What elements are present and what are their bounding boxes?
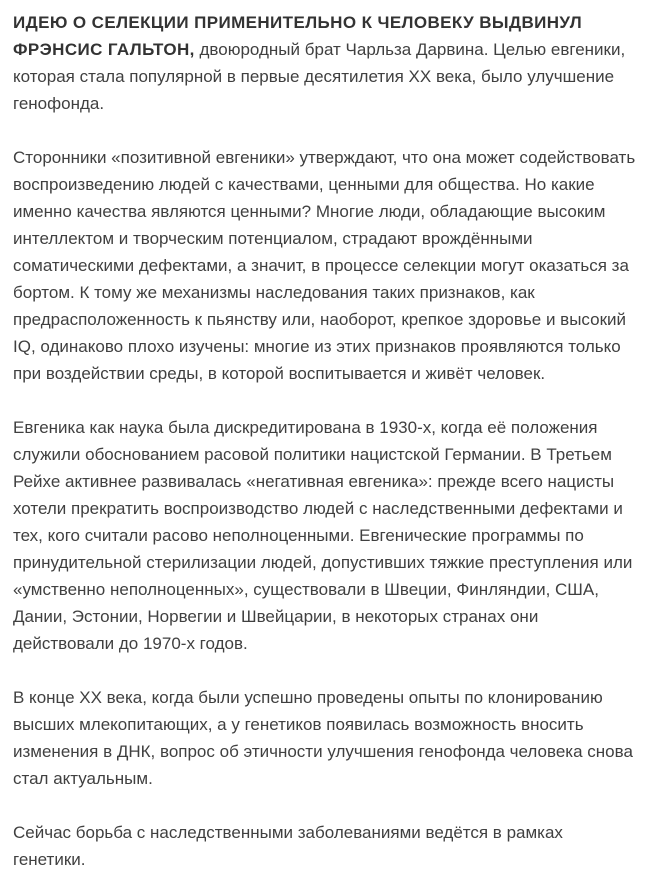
paragraph: Сейчас борьба с наследственными заболеваниями ведётся в рамках генетики. xyxy=(13,823,568,869)
article-lead: ИДЕЮ О СЕЛЕКЦИИ ПРИМЕНИТЕЛЬНО К ЧЕЛОВЕКУ ВЫДВИНУЛ ФРЭНСИС ГАЛЬТОН, xyxy=(13,13,588,59)
paragraph: Евгеника как наука была дискредитирована в 1930-х, когда её положения служили обоснованием расовой политики нацистской Германии. В Третьем Рейхе активнее развивалась «негативная евгеника»: прежде всего нацисты хотели прекратить воспроизводство людей с наследственными дефектами и тех, кого считали расово неполноценными. Евгенические программы по принудительной стерилизации людей, допустивших тяжкие преступления или «умственно неполноценных», существовали в Швеции, Финляндии, США, Дании, Эстонии, Норвегии и Швейцарии, в некоторых странах они действовали до 1970-х годов. xyxy=(13,418,638,653)
paragraph: В конце XX века, когда были успешно проведены опыты по клонированию высших млекопитающих, а у генетиков появилась возможность вносить изменения в ДНК, вопрос об этичности улучшения генофонда человека снова стал актуальным. xyxy=(13,688,638,788)
article-lead-continuation: двоюродный брат Чарльза Дарвина. Целью евгеники, которая стала популярной в первые десятилетия XX века, было улучшение генофонда. xyxy=(13,40,630,113)
paragraph-lead xyxy=(13,9,640,117)
paragraph: Сторонники «позитивной евгеники» утверждают, что она может содействовать воспроизведению людей с качествами, ценными для общества. Но какие именно качества являются ценными? Многие люди, обладающие высоким интеллектом и творческим потенциалом, страдают врождёнными соматическими дефектами, а значит, в процессе селекции могут оказаться за бортом. К тому же механизмы наследования таких признаков, как предрасположенность к пьянству или, наоборот, крепкое здоровье и высокий IQ, одинаково плохо изучены: многие из этих признаков проявляются только при воздействии среды, в которой воспитывается и живёт человек. xyxy=(13,148,640,383)
